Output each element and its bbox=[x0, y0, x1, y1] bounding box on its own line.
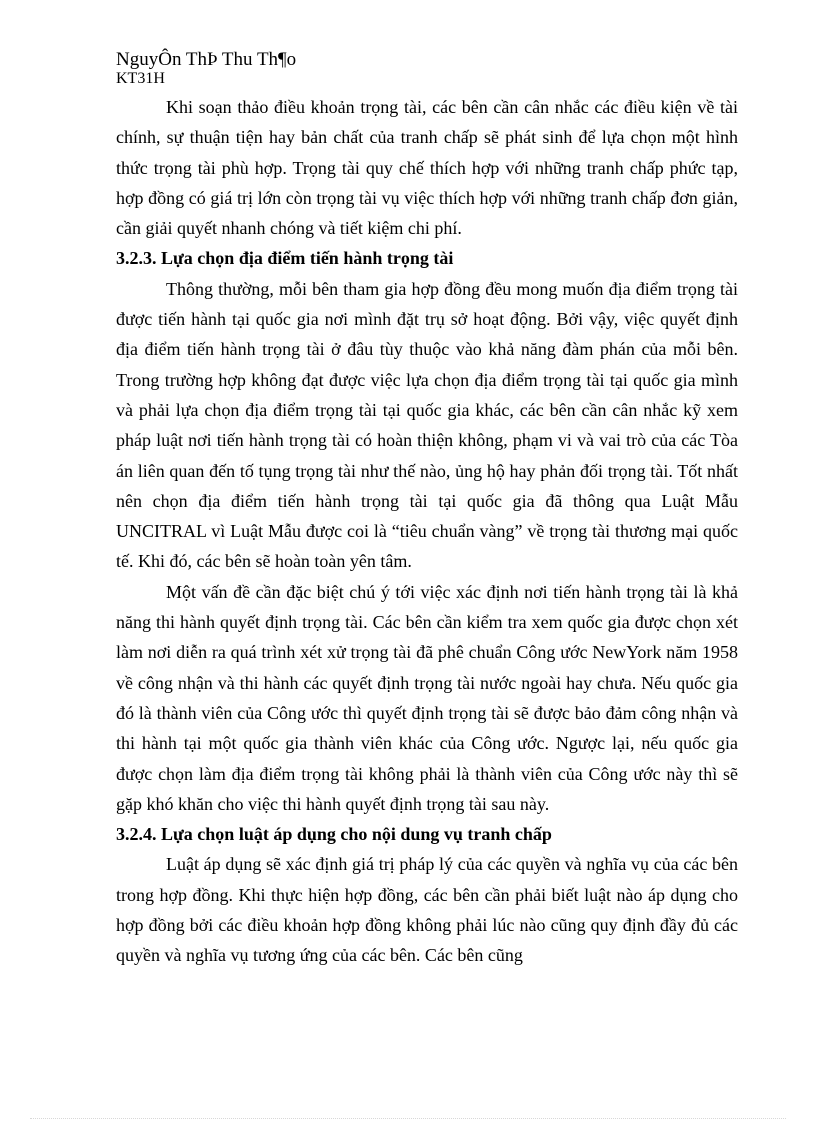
paragraph-4: Luật áp dụng sẽ xác định giá trị pháp lý của các quyền và nghĩa vụ của các bên trong hợp đồng. Khi thực hiện hợp đồng, các bên cần phải biết luật nào áp dụng cho hợp đồng bởi các điều khoản hợp đồng không phải lúc nào cũng quy định đầy đủ các quyền và nghĩa vụ tương ứng của các bên. Các bên cũng bbox=[116, 854, 738, 966]
paragraph-1: Khi soạn thảo điều khoản trọng tài, các bên cần cân nhắc các điều kiện về tài chính, sự thuận tiện hay bản chất của tranh chấp sẽ phát sinh để lựa chọn một hình thức trọng tài phù hợp. Trọng tài quy chế thích hợp với những tranh chấp phức tạp, hợp đồng có giá trị lớn còn trọng tài vụ việc thích hợp với những tranh chấp đơn giản, cần giải quyết nhanh chóng và tiết kiệm chi phí. bbox=[116, 97, 738, 239]
author-name: NguyÔn ThÞ Thu Th¶o bbox=[116, 49, 297, 70]
document-body bbox=[116, 92, 738, 971]
page-header bbox=[116, 50, 296, 88]
section-heading-3-2-4: 3.2.4. Lựa chọn luật áp dụng cho nội dung vụ tranh chấp bbox=[116, 824, 552, 845]
page-bottom-divider bbox=[30, 1118, 786, 1119]
class-code: KT31H bbox=[116, 70, 165, 87]
paragraph-3: Một vấn đề cần đặc biệt chú ý tới việc xác định nơi tiến hành trọng tài là khả năng thi hành quyết định trọng tài. Các bên cần kiểm tra xem quốc gia được chọn xét làm nơi diễn ra quá trình xét xử trọng tài đã phê chuẩn Công ước NewYork năm 1958 về công nhận và thi hành các quyết định trọng tài nước ngoài hay chưa. Nếu quốc gia đó là thành viên của Công ước thì quyết định trọng tài sẽ được bảo đảm công nhận và thi hành tại một quốc gia thành viên khác của Công ước. Ngược lại, nếu quốc gia được chọn làm địa điểm trọng tài không phải là thành viên của Công ước này thì sẽ gặp khó khăn cho việc thi hành quyết định trọng tài sau này. bbox=[116, 581, 738, 814]
section-heading-3-2-3: 3.2.3. Lựa chọn địa điểm tiến hành trọng tài bbox=[116, 248, 454, 269]
paragraph-2: Thông thường, mỗi bên tham gia hợp đồng đều mong muốn địa điểm trọng tài được tiến hành tại quốc gia nơi mình đặt trụ sở hoạt động. Bởi vậy, việc quyết định địa điểm tiến hành trọng tài ở đâu tùy thuộc vào khả năng đàm phán của mỗi bên. Trong trường hợp không đạt được việc lựa chọn địa điểm trọng tài tại quốc gia mình và phải lựa chọn địa điểm trọng tài tại quốc gia khác, các bên cần cân nhắc kỹ xem pháp luật nơi tiến hành trọng tài có hoàn thiện không, phạm vi và vai trò của các Tòa án liên quan đến tố tụng trọng tài như thế nào, ủng hộ hay phản đối trọng tài. Tốt nhất nên chọn địa điểm tiến hành trọng tài tại quốc gia đã thông qua Luật Mẫu UNCITRAL vì Luật Mẫu được coi là “tiêu chuẩn vàng” về trọng tài thương mại quốc tế. Khi đó, các bên sẽ hoàn toàn yên tâm. bbox=[116, 278, 738, 572]
